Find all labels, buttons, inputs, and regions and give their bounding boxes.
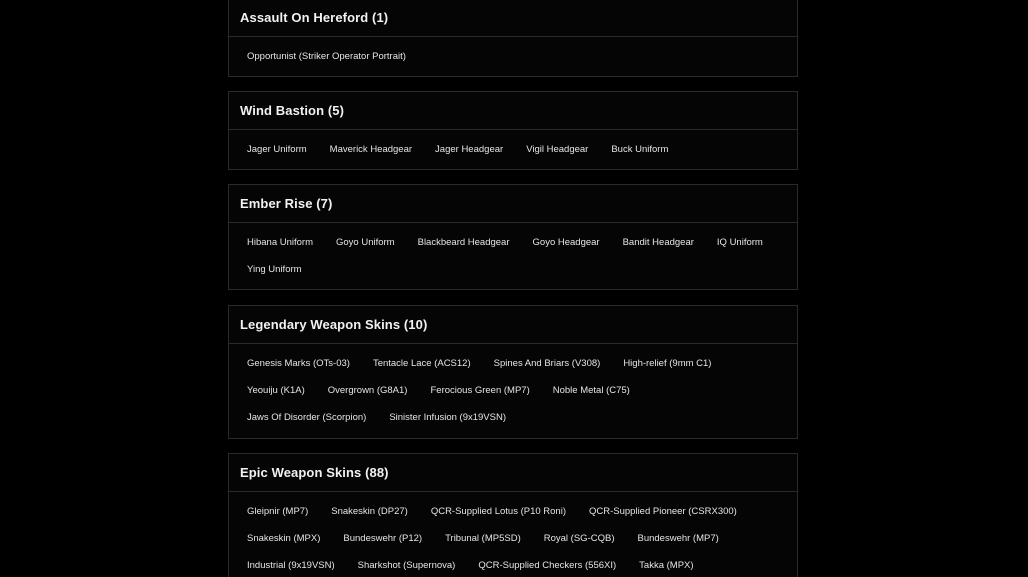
section-title: Ember Rise (7) xyxy=(240,196,333,211)
section-header xyxy=(229,185,797,223)
item-link[interactable]: Bundeswehr (MP7) xyxy=(637,533,719,544)
section-header xyxy=(229,92,797,130)
section-legendary-weapon-skins xyxy=(228,305,798,439)
item-link[interactable]: High-relief (9mm C1) xyxy=(623,358,712,369)
section-title: Wind Bastion (5) xyxy=(240,103,345,118)
item-link[interactable]: Bandit Headgear xyxy=(622,237,694,248)
item-link[interactable]: Jaws Of Disorder (Scorpion) xyxy=(247,412,367,423)
section-items xyxy=(229,130,797,163)
item-link[interactable]: Jager Uniform xyxy=(247,144,307,155)
section-items xyxy=(229,223,797,283)
item-link[interactable]: Industrial (9x19VSN) xyxy=(247,560,335,571)
item-link[interactable]: Genesis Marks (OTs-03) xyxy=(247,358,350,369)
section-wind-bastion xyxy=(228,91,798,170)
item-link[interactable]: Overgrown (G8A1) xyxy=(327,385,408,396)
section-title: Epic Weapon Skins (88) xyxy=(240,465,389,480)
section-title: Legendary Weapon Skins (10) xyxy=(240,317,428,332)
item-link[interactable]: Blackbeard Headgear xyxy=(417,237,510,248)
section-assault-on-hereford xyxy=(228,0,798,77)
item-link[interactable]: Maverick Headgear xyxy=(329,144,413,155)
item-link[interactable]: Ferocious Green (MP7) xyxy=(430,385,530,396)
section-items xyxy=(229,37,797,70)
item-link[interactable]: Sinister Infusion (9x19VSN) xyxy=(389,412,507,423)
section-header xyxy=(229,454,797,492)
item-link[interactable]: Takka (MPX) xyxy=(639,560,694,571)
section-ember-rise xyxy=(228,184,798,290)
item-link[interactable]: QCR-Supplied Pioneer (CSRX300) xyxy=(589,506,737,517)
item-link[interactable]: Sharkshot (Supernova) xyxy=(357,560,456,571)
item-link[interactable]: Opportunist (Striker Operator Portrait) xyxy=(247,51,406,62)
section-header xyxy=(229,0,797,37)
item-link[interactable]: IQ Uniform xyxy=(716,237,763,248)
item-link[interactable]: QCR-Supplied Checkers (556XI) xyxy=(478,560,617,571)
item-link[interactable]: Tribunal (MP5SD) xyxy=(445,533,521,544)
section-epic-weapon-skins xyxy=(228,453,798,577)
item-link[interactable]: Tentacle Lace (ACS12) xyxy=(372,358,471,369)
item-link[interactable]: Snakeskin (DP27) xyxy=(331,506,408,517)
item-link[interactable]: QCR-Supplied Lotus (P10 Roni) xyxy=(430,506,566,517)
item-link[interactable]: Jager Headgear xyxy=(435,144,504,155)
item-link[interactable]: Goyo Headgear xyxy=(532,237,600,248)
item-link[interactable]: Buck Uniform xyxy=(611,144,669,155)
item-link[interactable]: Goyo Uniform xyxy=(336,237,395,248)
section-header xyxy=(229,306,797,344)
item-link[interactable]: Bundeswehr (P12) xyxy=(343,533,423,544)
item-link[interactable]: Noble Metal (C75) xyxy=(552,385,630,396)
item-link[interactable]: Snakeskin (MPX) xyxy=(247,533,321,544)
item-link[interactable]: Gleipnir (MP7) xyxy=(247,506,309,517)
item-link[interactable]: Vigil Headgear xyxy=(526,144,589,155)
section-title: Assault On Hereford (1) xyxy=(240,10,389,25)
section-items xyxy=(229,344,797,431)
item-link[interactable]: Spines And Briars (V308) xyxy=(493,358,601,369)
item-link[interactable]: Hibana Uniform xyxy=(247,237,313,248)
item-link[interactable]: Yeouiju (K1A) xyxy=(247,385,305,396)
item-link[interactable]: Royal (SG-CQB) xyxy=(543,533,615,544)
section-items xyxy=(229,492,797,577)
item-link[interactable]: Ying Uniform xyxy=(247,264,302,275)
